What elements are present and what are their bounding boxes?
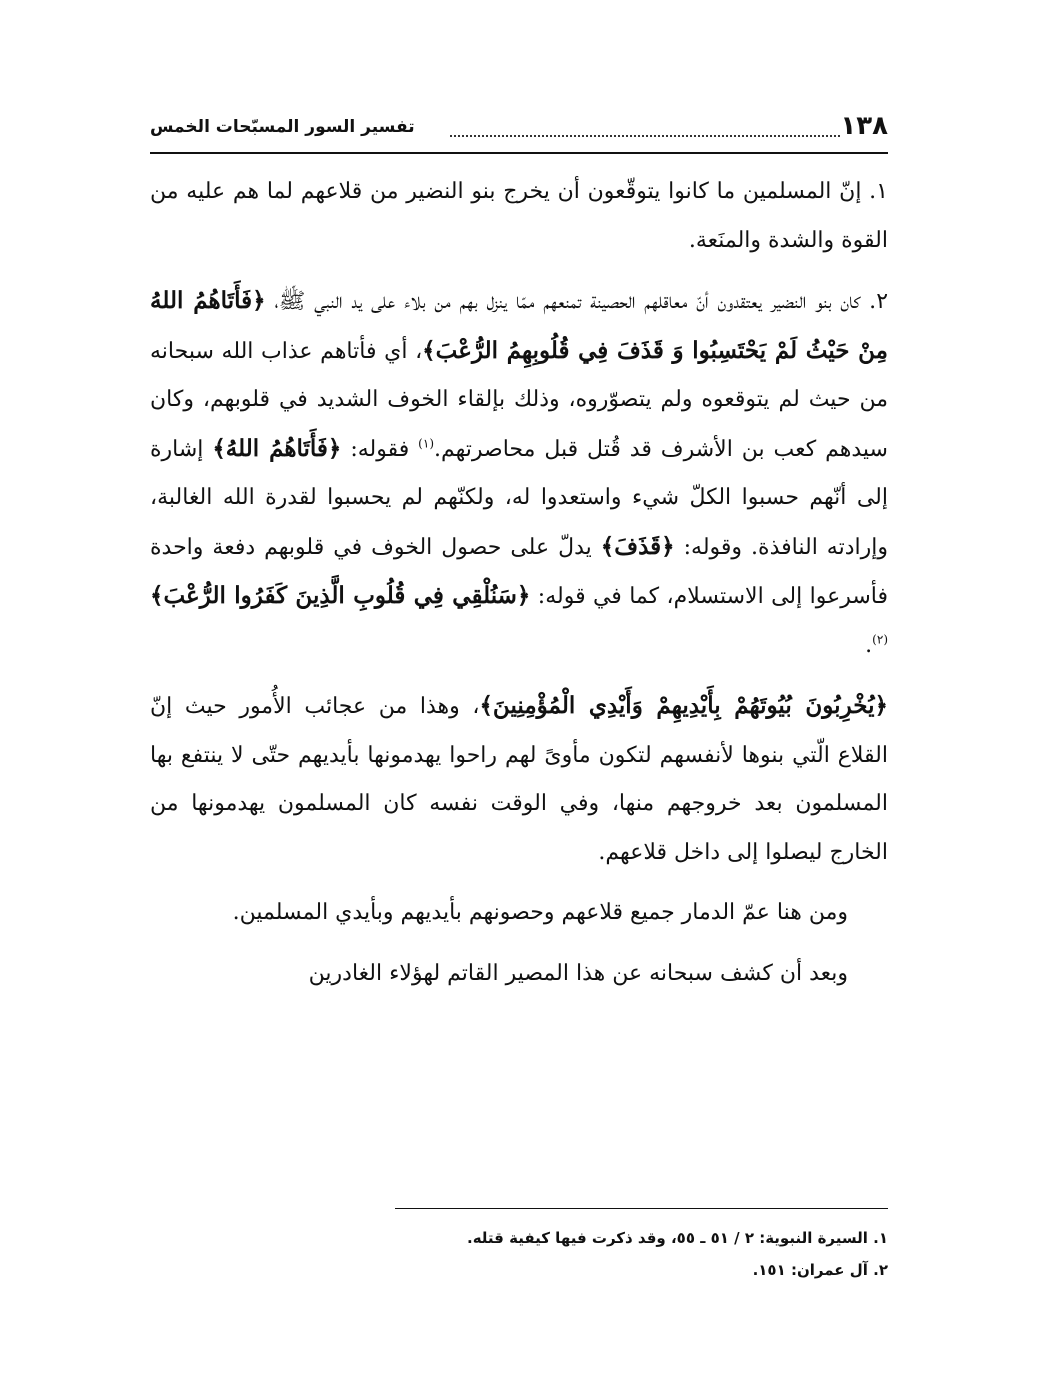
paragraph-4-text: ومن هنا عمّ الدمار جميع قلاعهم وحصونهم بأيديهم وبأيدي المسلمين. — [232, 900, 848, 925]
running-title: تفسير السور المسبّحات الخمس — [150, 117, 415, 137]
main-text — [150, 168, 888, 1010]
footnote-ref-1[interactable]: (١) — [418, 436, 434, 451]
quran-verse-3: ﴿قَذَفَ﴾ — [600, 532, 675, 560]
quran-verse-2: ﴿فَأَتَاهُمُ اللهُ﴾ — [212, 434, 342, 462]
quran-verse-4: ﴿سَنُلْقِي فِي قُلُوبِ الَّذِينَ كَفَرُوا الرُّعْبَ﴾ — [150, 582, 531, 609]
quran-verse-5: ﴿يُخْرِبُونَ بُيُوتَهُمْ بِأَيْدِيهِمْ وَأَيْدِي الْمُؤْمِنِينَ﴾ — [479, 692, 888, 719]
paragraph-3-text: ، وهذا من عجائب الأُمور حيث إنّ القلاع الّتي بنوها لأنفسهم لتكون مأوىً لهم راحوا يهدمونها بأيديهم حتّى لا ينتفع بها المسلمون بعد خروجهم منها، وفي الوقت نفسه كان المسلمون يهدمونها من الخارج ليصلوا إلى داخل قلاعهم. — [150, 694, 888, 865]
page-number: ١٣٨ — [840, 111, 888, 141]
paragraph-2-text-d: إشارة إلى أنّهم حسبوا الكلّ شيء واستعدوا له، ولكنّهم لم يحسبوا لقدرة الله الغالبة، وإرادته النافذة. وقوله: — [150, 436, 888, 560]
paragraph-5 — [150, 950, 888, 999]
page-header — [150, 108, 888, 148]
quran-verse-1: ﴿فَأَتَاهُمُ اللهُ مِنْ حَيْثُ لَمْ يَحْتَسِبُوا وَ قَذَفَ فِي قُلُوبِهِمُ الرُّعْبَ﴾ — [150, 287, 888, 364]
header-rule — [150, 152, 888, 154]
paragraph-2 — [150, 277, 888, 670]
paragraph-2-text-c: فقوله: — [341, 436, 419, 462]
footnotes — [395, 1222, 888, 1286]
footnote-rule — [395, 1208, 888, 1209]
footnote-ref-2[interactable]: (٢) — [872, 632, 888, 647]
paragraph-1-text: ١. إنّ المسلمين ما كانوا يتوقّعون أن يخرج بنو النضير من قلاعهم لما هم عليه من القوة والشدة والمنَعة. — [150, 179, 888, 253]
paragraph-2-text-a: ٢. كان بنو النضير يعتقدون أنّ معاقلهم الحصينة تمنعهم ممّا ينزل بهم من بلاء على يد النبي ﷺ، — [274, 289, 889, 314]
paragraph-4 — [150, 889, 888, 938]
paragraph-2-text-f: . — [865, 632, 873, 658]
paragraph-2-text-b: ، أي فأتاهم عذاب الله سبحانه من حيث لم يتوقعوه ولم يتصوّروه، وذلك بإلقاء الخوف الشديد في قلوبهم، وكان سيدهم كعب بن الأشرف قد قُتل قبل محاصرتهم. — [150, 338, 888, 462]
paragraph-3 — [150, 682, 888, 877]
footnote-1: ١. السيرة النبوية: ٢ / ٥١ ـ ٥٥، وقد ذكرت فيها كيفية قتله. — [467, 1229, 888, 1247]
paragraph-1 — [150, 168, 888, 265]
footnote-2: ٢. آل عمران: ١٥١. — [752, 1261, 888, 1279]
paragraph-2-text-e: يدلّ على حصول الخوف في قلوبهم دفعة واحدة فأسرعوا إلى الاستسلام، كما في قوله: — [150, 534, 888, 609]
header-dot-leader — [450, 135, 840, 137]
paragraph-5-text: وبعد أن كشف سبحانه عن هذا المصير القاتم لهؤلاء الغادرين — [308, 960, 848, 986]
